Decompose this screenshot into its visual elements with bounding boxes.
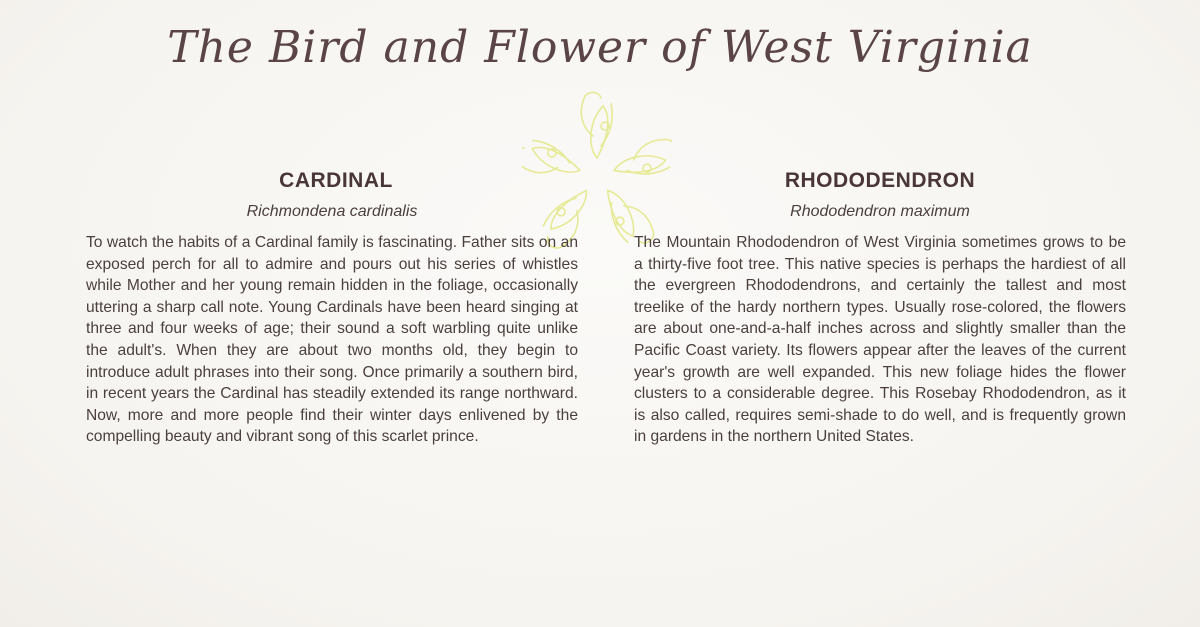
flower-name-heading: RHODODENDRON — [784, 169, 976, 192]
flower-scientific-name: Rhododendron maximum — [790, 203, 970, 220]
bird-description: To watch the habits of a Cardinal family is fascinating. Father sits on an exposed perch for all to admire and pours out his series of whistles while Mother and her young remain hidden in the foliage, occasionally uttering a sharp call note. Young Cardinals have been heard singing at three and four weeks of age; their sound a soft warbling quite unlike the adult's. When they are about two months old, they begin to introduce adult phrases into their song. Once primarily a southern bird, in recent years the Cardinal has steadily extended its range northward. Now, more and more people find their winter days enlivened by the compelling beauty and vibrant song of this scarlet prince. — [86, 234, 578, 446]
bird-section — [86, 168, 578, 448]
bird-scientific-name: Richmondena cardinalis — [246, 203, 418, 220]
bird-name-heading: CARDINAL — [279, 169, 393, 192]
page-title: The Bird and Flower of West Virginia — [167, 22, 1033, 73]
flower-section — [634, 168, 1126, 448]
flower-description: The Mountain Rhododendron of West Virginia sometimes grows to be a thirty-five foot tree. This native species is perhaps the hardiest of all the evergreen Rhododendrons, and certainly the tallest and most treelike of the hardy northern types. Usually rose-colored, the flowers are about one-and-a-half inches across and slightly smaller than the Pacific Coast variety. Its flowers appear after the leaves of the current year's growth are well expanded. This new foliage hides the flower clusters to a considerable degree. This Rosebay Rhododendron, as it is also called, requires semi-shade to do well, and is frequently grown in gardens in the northern United States. — [634, 234, 1126, 446]
